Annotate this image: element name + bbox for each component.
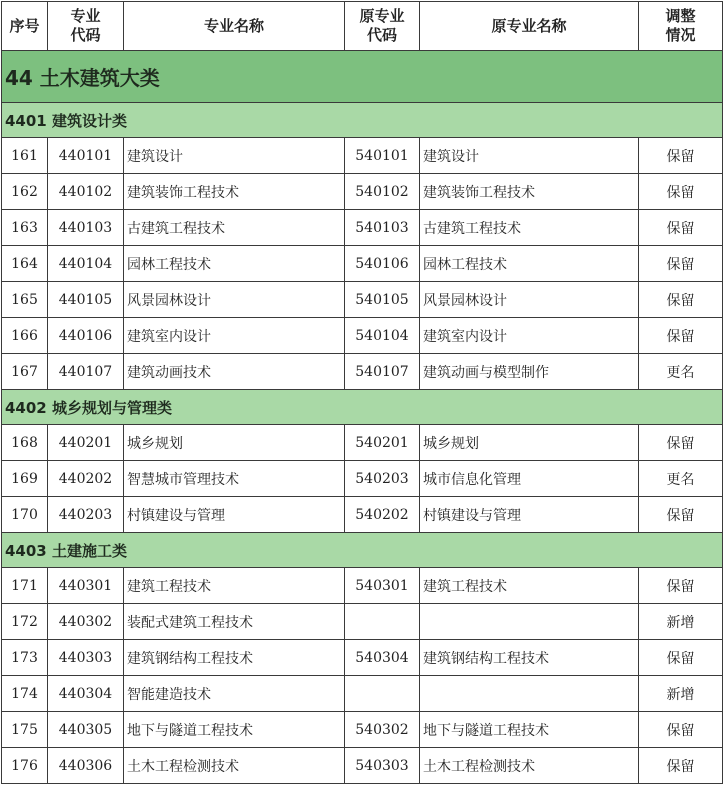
subcategory-title: 4403 土建施工类 — [2, 533, 723, 568]
cell-old-code: 540103 — [345, 210, 420, 246]
table-row — [2, 174, 723, 210]
cell-old-name: 风景园林设计 — [420, 282, 639, 318]
table-row — [2, 138, 723, 174]
cell-seq: 176 — [2, 748, 48, 784]
table-row — [2, 497, 723, 533]
header-row — [2, 2, 723, 51]
cell-status: 保留 — [639, 174, 723, 210]
cell-old-name: 建筑工程技术 — [420, 568, 639, 604]
cell-old-code: 540304 — [345, 640, 420, 676]
header-code: 专业 代码 — [48, 2, 124, 51]
header-seq: 序号 — [2, 2, 48, 51]
cell-code: 440103 — [48, 210, 124, 246]
cell-old-code: 540202 — [345, 497, 420, 533]
cell-code: 440304 — [48, 676, 124, 712]
cell-code: 440202 — [48, 461, 124, 497]
cell-old-code: 540104 — [345, 318, 420, 354]
cell-old-name: 建筑动画与模型制作 — [420, 354, 639, 390]
cell-status: 保留 — [639, 282, 723, 318]
table-row — [2, 318, 723, 354]
cell-seq: 172 — [2, 604, 48, 640]
cell-name: 智能建造技术 — [124, 676, 345, 712]
cell-status: 新增 — [639, 676, 723, 712]
cell-status: 保留 — [639, 246, 723, 282]
cell-name: 园林工程技术 — [124, 246, 345, 282]
cell-old-name: 城市信息化管理 — [420, 461, 639, 497]
table-row — [2, 712, 723, 748]
cell-code: 440105 — [48, 282, 124, 318]
table-row — [2, 461, 723, 497]
cell-old-name: 建筑钢结构工程技术 — [420, 640, 639, 676]
cell-name: 建筑工程技术 — [124, 568, 345, 604]
cell-code: 440302 — [48, 604, 124, 640]
header-name: 专业名称 — [124, 2, 345, 51]
cell-seq: 173 — [2, 640, 48, 676]
cell-seq: 165 — [2, 282, 48, 318]
cell-code: 440106 — [48, 318, 124, 354]
header-old-name: 原专业名称 — [420, 2, 639, 51]
cell-old-name: 建筑装饰工程技术 — [420, 174, 639, 210]
cell-code: 440101 — [48, 138, 124, 174]
cell-old-name: 园林工程技术 — [420, 246, 639, 282]
table-row — [2, 676, 723, 712]
subcategory-row — [2, 533, 723, 568]
cell-code: 440102 — [48, 174, 124, 210]
cell-old-code — [345, 604, 420, 640]
cell-old-name: 古建筑工程技术 — [420, 210, 639, 246]
cell-name: 城乡规划 — [124, 425, 345, 461]
cell-old-code: 540301 — [345, 568, 420, 604]
cell-seq: 174 — [2, 676, 48, 712]
cell-old-code — [345, 676, 420, 712]
cell-old-code: 540203 — [345, 461, 420, 497]
cell-name: 地下与隧道工程技术 — [124, 712, 345, 748]
table-row — [2, 246, 723, 282]
cell-seq: 171 — [2, 568, 48, 604]
category-row — [2, 51, 723, 103]
cell-old-name: 建筑室内设计 — [420, 318, 639, 354]
subcategory-title: 4402 城乡规划与管理类 — [2, 390, 723, 425]
cell-name: 建筑装饰工程技术 — [124, 174, 345, 210]
header-old-code: 原专业 代码 — [345, 2, 420, 51]
table-row — [2, 640, 723, 676]
cell-code: 440201 — [48, 425, 124, 461]
subcategory-row — [2, 390, 723, 425]
cell-code: 440303 — [48, 640, 124, 676]
cell-status: 保留 — [639, 748, 723, 784]
cell-status: 保留 — [639, 210, 723, 246]
cell-status: 保留 — [639, 318, 723, 354]
cell-seq: 170 — [2, 497, 48, 533]
table-row — [2, 354, 723, 390]
subcategory-row — [2, 103, 723, 138]
cell-old-name — [420, 676, 639, 712]
cell-old-name: 建筑设计 — [420, 138, 639, 174]
cell-seq: 169 — [2, 461, 48, 497]
cell-name: 建筑钢结构工程技术 — [124, 640, 345, 676]
cell-code: 440305 — [48, 712, 124, 748]
cell-old-code: 540107 — [345, 354, 420, 390]
cell-name: 建筑动画技术 — [124, 354, 345, 390]
cell-status: 保留 — [639, 497, 723, 533]
cell-old-code: 540106 — [345, 246, 420, 282]
cell-name: 建筑设计 — [124, 138, 345, 174]
cell-status: 保留 — [639, 568, 723, 604]
cell-code: 440301 — [48, 568, 124, 604]
cell-old-code: 540303 — [345, 748, 420, 784]
cell-seq: 175 — [2, 712, 48, 748]
major-catalog-table — [1, 1, 723, 784]
cell-old-code: 540201 — [345, 425, 420, 461]
cell-seq: 162 — [2, 174, 48, 210]
table-row — [2, 210, 723, 246]
table-row — [2, 604, 723, 640]
cell-code: 440203 — [48, 497, 124, 533]
table-row — [2, 282, 723, 318]
cell-name: 智慧城市管理技术 — [124, 461, 345, 497]
cell-status: 保留 — [639, 712, 723, 748]
cell-old-code: 540302 — [345, 712, 420, 748]
table-row — [2, 425, 723, 461]
table-row — [2, 568, 723, 604]
cell-status: 保留 — [639, 138, 723, 174]
cell-name: 土木工程检测技术 — [124, 748, 345, 784]
cell-old-name: 地下与隧道工程技术 — [420, 712, 639, 748]
cell-status: 更名 — [639, 354, 723, 390]
cell-old-code: 540105 — [345, 282, 420, 318]
cell-seq: 168 — [2, 425, 48, 461]
cell-seq: 166 — [2, 318, 48, 354]
category-title: 44 土木建筑大类 — [2, 51, 723, 103]
cell-seq: 167 — [2, 354, 48, 390]
table-row — [2, 748, 723, 784]
cell-name: 装配式建筑工程技术 — [124, 604, 345, 640]
cell-old-name: 村镇建设与管理 — [420, 497, 639, 533]
cell-old-name: 城乡规划 — [420, 425, 639, 461]
table-body — [2, 51, 723, 784]
cell-old-name: 土木工程检测技术 — [420, 748, 639, 784]
cell-status: 保留 — [639, 425, 723, 461]
cell-status: 保留 — [639, 640, 723, 676]
header-status: 调整 情况 — [639, 2, 723, 51]
cell-seq: 163 — [2, 210, 48, 246]
cell-old-code: 540101 — [345, 138, 420, 174]
cell-code: 440306 — [48, 748, 124, 784]
cell-status: 新增 — [639, 604, 723, 640]
cell-old-code: 540102 — [345, 174, 420, 210]
cell-old-name — [420, 604, 639, 640]
cell-name: 建筑室内设计 — [124, 318, 345, 354]
subcategory-title: 4401 建筑设计类 — [2, 103, 723, 138]
cell-seq: 164 — [2, 246, 48, 282]
cell-name: 村镇建设与管理 — [124, 497, 345, 533]
cell-code: 440104 — [48, 246, 124, 282]
cell-status: 更名 — [639, 461, 723, 497]
cell-name: 风景园林设计 — [124, 282, 345, 318]
cell-code: 440107 — [48, 354, 124, 390]
cell-seq: 161 — [2, 138, 48, 174]
cell-name: 古建筑工程技术 — [124, 210, 345, 246]
